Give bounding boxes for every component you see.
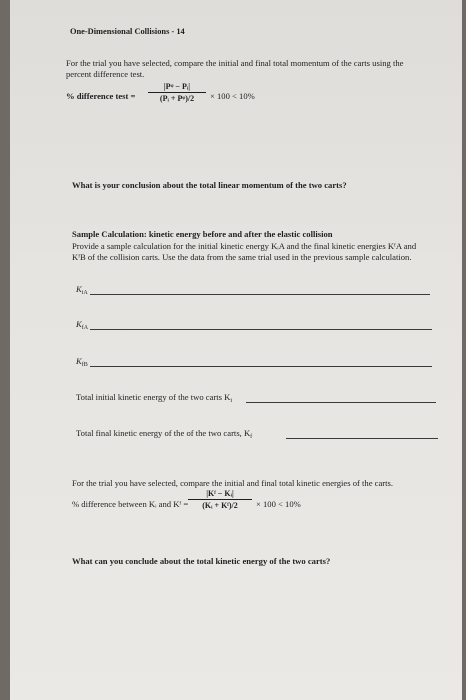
momentum-formula-label: % difference test = — [66, 91, 136, 101]
kfa-answer-line[interactable] — [90, 329, 432, 330]
kfb-answer-line[interactable] — [90, 366, 432, 367]
energy-formula-fraction — [188, 489, 252, 510]
fraction-bar — [188, 499, 252, 500]
momentum-conclusion-question: What is your conclusion about the total linear momentum of the two carts? — [72, 180, 347, 190]
momentum-formula-tail: × 100 < 10% — [210, 91, 255, 101]
sample-calculation-line2: KᶠB of the collision carts. Use the data from the same trial used in the previous sample calculation. — [72, 252, 412, 262]
sample-calculation-title: Sample Calculation: kinetic energy before and after the elastic collision — [72, 229, 333, 239]
kia-label: $K_{iA}$ — [76, 284, 88, 296]
energy-denominator: (Kᵢ + Kᶠ)/2 — [202, 501, 238, 510]
page-header: One-Dimensional Collisions - 14 — [70, 27, 185, 36]
fraction-bar — [148, 92, 206, 93]
worksheet-page — [10, 0, 462, 700]
total-final-label: Total final kinetic energy of the of the two carts, $K_f$ — [76, 428, 253, 440]
total-initial-label: Total initial kinetic energy of the two carts $K_i$ — [76, 392, 233, 404]
energy-instructions: For the trial you have selected, compare the initial and final total kinetic energies of the carts. — [72, 478, 394, 488]
kfa-label: $K_{fA}$ — [76, 319, 89, 331]
total-initial-answer-line[interactable] — [246, 402, 436, 403]
energy-formula-label: % difference between Kᵢ and Kᶠ = — [72, 499, 189, 509]
momentum-instructions-line2: percent difference test. — [66, 69, 145, 79]
momentum-formula-fraction — [148, 82, 206, 103]
kia-answer-line[interactable] — [90, 294, 430, 295]
energy-numerator: |Kᶠ − Kᵢ| — [206, 489, 234, 498]
sample-calculation-line1: Provide a sample calculation for the initial kinetic energy KᵢA and the final kinetic energies KᶠA and — [72, 241, 417, 251]
energy-conclusion-question: What can you conclude about the total kinetic energy of the two carts? — [72, 556, 331, 566]
momentum-instructions-line1: For the trial you have selected, compare the initial and final total momentum of the carts using the — [66, 58, 404, 68]
total-final-answer-line[interactable] — [286, 438, 438, 439]
kfb-label: $K_{fB}$ — [76, 356, 88, 368]
energy-formula-tail: × 100 < 10% — [256, 499, 301, 509]
momentum-denominator: (Pᵢ + Pᵠ)/2 — [159, 94, 195, 103]
momentum-numerator: |Pᵠ − Pᵢ| — [163, 82, 191, 91]
